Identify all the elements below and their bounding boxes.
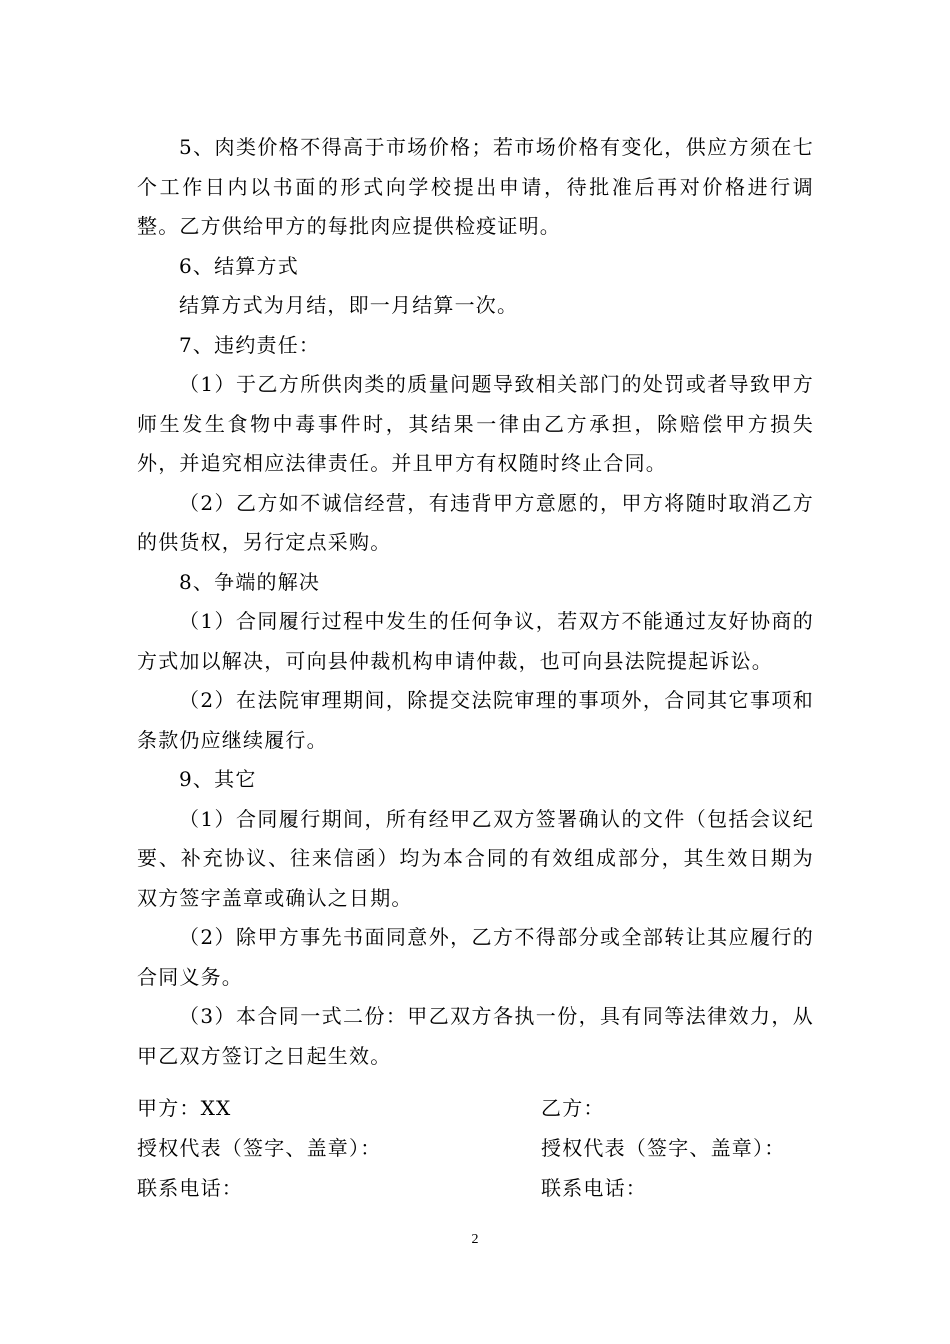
clause-7-item-1: （1）于乙方所供肉类的质量问题导致相关部门的处罚或者导致甲方师生发生食物中毒事件时，其结果一律由乙方承担，除赔偿甲方损失外，并追究相应法律责任。并且甲方有权随时终止合同。 (137, 372, 814, 475)
clause-6-heading: 6、结算方式 (179, 253, 299, 278)
representative-row (137, 1128, 814, 1168)
party-b-label: 乙方： (541, 1096, 605, 1120)
clause-9-heading: 9、其它 (179, 767, 257, 791)
clause-8-item-2: （2）在法院审理期间，除提交法院审理的事项外，合同其它事项和条款仍应继续履行。 (137, 688, 814, 752)
signature-block (137, 1088, 814, 1208)
party-a-label: 甲方：XX (137, 1096, 232, 1120)
clause-9-item-3: （3）本合同一式二份：甲乙双方各执一份，具有同等法律效力，从甲乙双方签订之日起生效。 (137, 1004, 814, 1068)
clause-9-item-2: （2）除甲方事先书面同意外，乙方不得部分或全部转让其应履行的合同义务。 (137, 925, 814, 989)
clause-8-heading: 8、争端的解决 (179, 569, 321, 594)
rep-b-label: 授权代表（签字、盖章）： (541, 1136, 786, 1160)
clause-9-item-1: （1）合同履行期间，所有经甲乙双方签署确认的文件（包括会议纪要、补充协议、往来信函）均为本合同的有效组成部分，其生效日期为双方签字盖章或确认之日期。 (137, 806, 814, 910)
clause-6-text: 结算方式为月结，即一月结算一次。 (179, 293, 519, 317)
contract-body (137, 128, 814, 1076)
party-row (137, 1088, 814, 1128)
clause-8-item-1: （1）合同履行过程中发生的任何争议，若双方不能通过友好协商的方式加以解决，可向县仲裁机构申请仲裁，也可向县法院提起诉讼。 (137, 609, 814, 673)
clause-5-price: 5、肉类价格不得高于市场价格；若市场价格有变化，供应方须在七个工作日内以书面的形式向学校提出申请，待批准后再对价格进行调整。乙方供给甲方的每批肉应提供检疫证明。 (137, 135, 814, 238)
page-number: 2 (471, 1232, 479, 1247)
phone-b-label: 联系电话： (541, 1176, 647, 1200)
rep-a-label: 授权代表（签字、盖章）： (137, 1136, 382, 1160)
phone-a-label: 联系电话： (137, 1176, 243, 1200)
clause-7-heading: 7、违约责任： (179, 332, 321, 357)
phone-row (137, 1168, 814, 1208)
clause-7-item-2: （2）乙方如不诚信经营，有违背甲方意愿的，甲方将随时取消乙方的供货权，另行定点采购。 (137, 490, 814, 554)
